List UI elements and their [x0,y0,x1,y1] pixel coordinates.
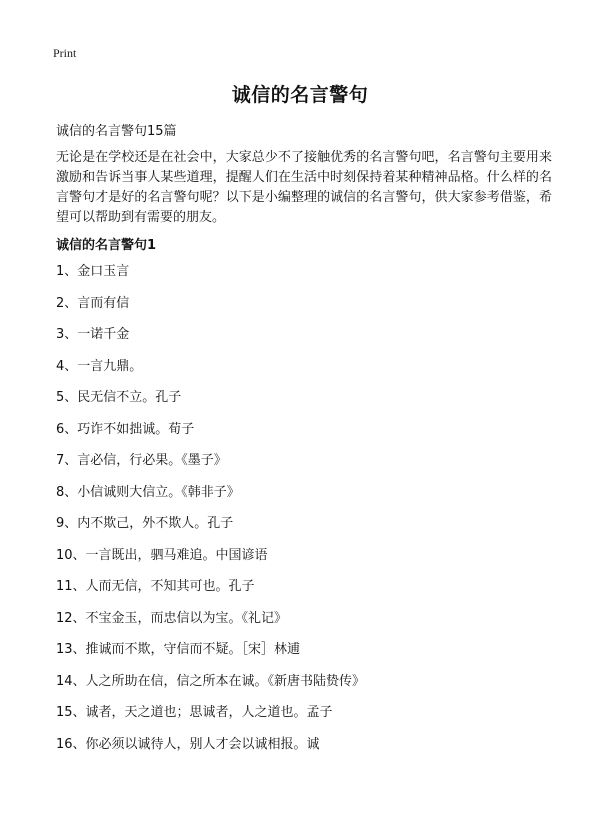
quote-item: 9、内不欺己，外不欺人。孔子 [56,516,234,531]
quote-item: 16、你必须以诚待人，别人才会以诚相报。诚 [56,736,320,752]
quote-item: 6、巧诈不如拙诚。荀子 [56,421,195,437]
quote-item: 11、人而无信，不知其可也。孔子 [56,579,255,594]
quote-item: 12、不宝金玉，而忠信以为宝。《礼记》 [56,610,288,626]
intro-paragraph: 无论是在学校还是在社会中，大家总少不了接触优秀的名言警句吧，名言警句主要用来激励和告诉当事人某些道理，提醒人们在生活中时刻保持着某种精神品格。什么样的名言警句才是好的名言警句呢？以下是小编整理的诚信的名言警句，供大家参考借鉴，希望可以帮助到有需要的朋友。 [56,150,552,225]
quote-item: 15、诚者，天之道也；思诚者，人之道也。孟子 [56,705,333,720]
print-link[interactable]: Print [53,46,77,60]
quote-item: 2、言而有信 [56,295,130,311]
page-title: 诚信的名言警句 [231,84,369,106]
quote-item: 10、一言既出，驷马难追。中国谚语 [56,547,268,563]
quote-item: 14、人之所助在信，信之所本在诚。《新唐书陆贽传》 [56,673,366,689]
quote-item: 13、推诚而不欺，守信而不疑。［宋］林逋 [56,642,301,657]
quote-item: 1、金口玉言 [56,264,130,279]
quote-item: 7、言必信，行必果。《墨子》 [56,453,227,468]
quote-item: 8、小信诚则大信立。《韩非子》 [56,484,240,500]
quote-item: 3、一诺千金 [56,327,130,342]
document-subtitle: 诚信的名言警句15篇 [56,124,177,139]
quote-list [56,261,365,765]
quote-item: 4、一言九鼎。 [56,358,143,374]
quote-item: 5、民无信不立。孔子 [56,390,182,405]
section-heading: 诚信的名言警句1 [56,238,157,253]
